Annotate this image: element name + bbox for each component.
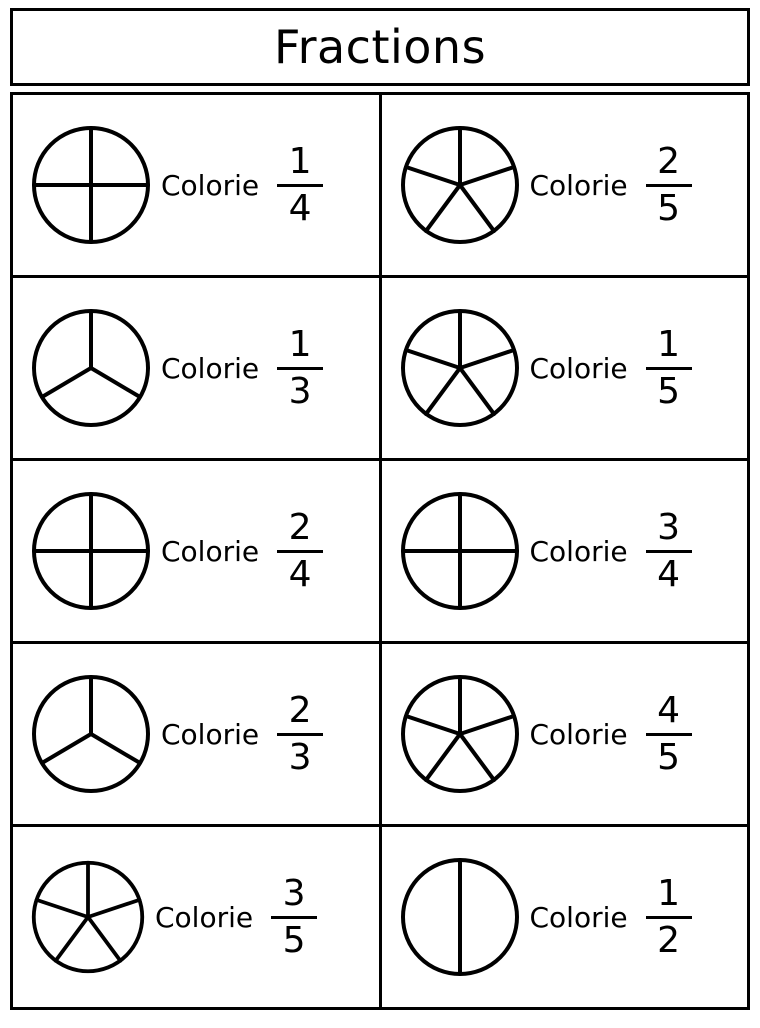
circle-halves-icon — [398, 855, 522, 979]
fraction-denominator: 2 — [657, 919, 681, 961]
fraction-bar — [646, 184, 692, 187]
circle-fifths-icon — [398, 123, 522, 247]
item-label: Colorie — [529, 351, 628, 385]
fraction-item — [13, 461, 382, 644]
fraction-denominator: 5 — [282, 919, 306, 961]
fraction-numerator: 3 — [657, 506, 681, 548]
fraction-value — [646, 323, 692, 412]
fraction-bar — [646, 916, 692, 919]
pie-diagram-thirds — [29, 306, 153, 430]
fraction-numerator: 1 — [288, 323, 312, 365]
fraction-numerator: 2 — [657, 140, 681, 182]
circle-quarters-icon — [29, 489, 153, 613]
circle-fifths-icon — [29, 858, 147, 976]
item-label: Colorie — [161, 351, 260, 385]
fraction-bar — [277, 733, 323, 736]
fraction-denominator: 4 — [288, 187, 312, 229]
fraction-bar — [277, 184, 323, 187]
fraction-item — [382, 95, 751, 278]
item-label: Colorie — [529, 717, 628, 751]
fraction-item — [13, 827, 382, 1010]
fraction-numerator: 1 — [657, 323, 681, 365]
fraction-item — [13, 644, 382, 827]
fraction-value — [277, 323, 323, 412]
item-label: Colorie — [161, 168, 260, 202]
fraction-item — [382, 461, 751, 644]
fraction-numerator: 1 — [288, 140, 312, 182]
fraction-denominator: 5 — [657, 370, 681, 412]
fraction-numerator: 2 — [288, 689, 312, 731]
item-label: Colorie — [529, 900, 628, 934]
fraction-numerator: 2 — [288, 506, 312, 548]
pie-diagram-thirds — [29, 672, 153, 796]
pie-diagram-fifths — [398, 672, 522, 796]
fraction-numerator: 1 — [657, 872, 681, 914]
fraction-value — [277, 506, 323, 595]
fraction-item — [382, 644, 751, 827]
fraction-numerator: 3 — [282, 872, 306, 914]
fraction-item — [13, 278, 382, 461]
item-label: Colorie — [155, 900, 254, 934]
fraction-bar — [277, 550, 323, 553]
fraction-denominator: 4 — [657, 553, 681, 595]
circle-quarters-icon — [29, 123, 153, 247]
fraction-value — [271, 872, 317, 961]
fraction-value — [277, 689, 323, 778]
pie-diagram-quarters — [29, 123, 153, 247]
fraction-value — [646, 140, 692, 229]
fraction-bar — [646, 550, 692, 553]
item-label: Colorie — [161, 717, 260, 751]
fraction-value — [277, 140, 323, 229]
item-label: Colorie — [529, 534, 628, 568]
fraction-bar — [277, 367, 323, 370]
circle-fifths-icon — [398, 672, 522, 796]
fraction-item — [382, 278, 751, 461]
pie-diagram-fifths — [29, 858, 147, 976]
circle-fifths-icon — [398, 306, 522, 430]
fraction-bar — [646, 367, 692, 370]
fraction-value — [646, 872, 692, 961]
fraction-denominator: 4 — [288, 553, 312, 595]
circle-thirds-icon — [29, 672, 153, 796]
pie-diagram-fifths — [398, 123, 522, 247]
fraction-item — [382, 827, 751, 1010]
fraction-denominator: 3 — [288, 736, 312, 778]
fraction-denominator: 3 — [288, 370, 312, 412]
pie-diagram-fifths — [398, 306, 522, 430]
fraction-item — [13, 95, 382, 278]
page-title: Fractions — [273, 20, 487, 74]
fraction-denominator: 5 — [657, 187, 681, 229]
pie-diagram-quarters — [398, 489, 522, 613]
pie-diagram-quarters — [29, 489, 153, 613]
fraction-bar — [646, 733, 692, 736]
item-label: Colorie — [529, 168, 628, 202]
fraction-numerator: 4 — [657, 689, 681, 731]
fraction-denominator: 5 — [657, 736, 681, 778]
circle-quarters-icon — [398, 489, 522, 613]
fraction-bar — [271, 916, 317, 919]
pie-diagram-halves — [398, 855, 522, 979]
circle-thirds-icon — [29, 306, 153, 430]
worksheet-title-box — [10, 8, 750, 86]
fraction-grid — [10, 92, 750, 1010]
item-label: Colorie — [161, 534, 260, 568]
fraction-value — [646, 506, 692, 595]
fraction-value — [646, 689, 692, 778]
